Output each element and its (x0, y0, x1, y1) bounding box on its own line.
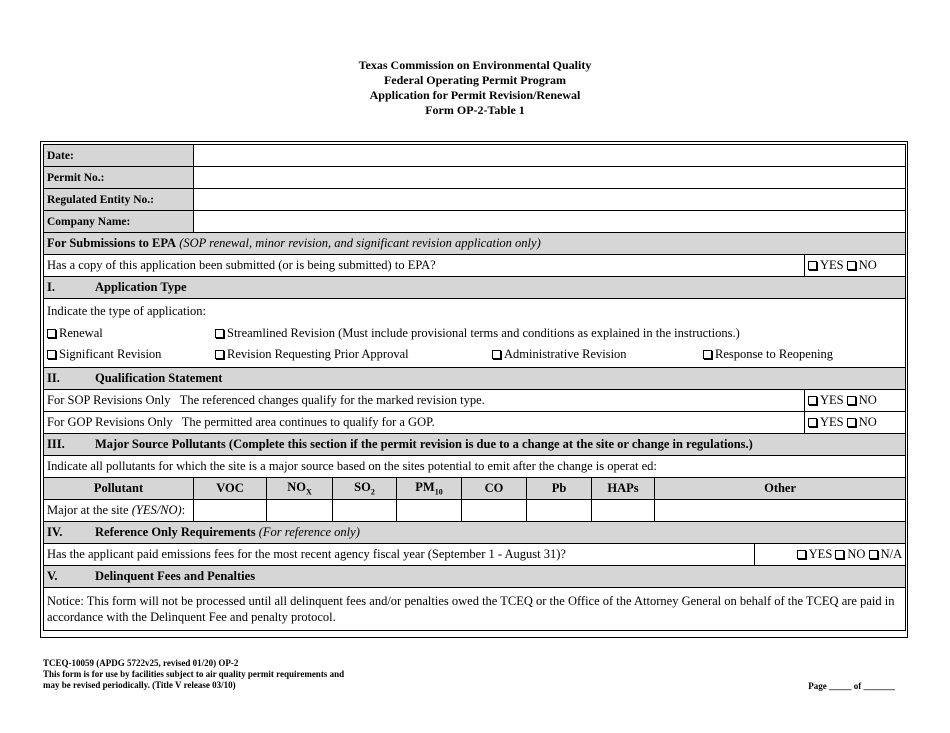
delinquent-notice: Notice: This form will not be processed until all delinquent fees and/or penalties owed the TCEQ or the Office of the Attorney General on behalf of the TCEQ are paid in accordance with the Delinquent Fee and penalty protocol. (44, 588, 906, 631)
streamlined-label: Streamlined Revision (Must include provisional terms and conditions as explained in the instructions.) (227, 325, 740, 340)
streamlined-option[interactable] (215, 323, 740, 345)
reopening-checkbox[interactable] (703, 350, 712, 359)
col-pollutant: Pollutant (44, 478, 194, 500)
section4-subtitle: (For reference only) (258, 525, 360, 539)
company-name-row (44, 211, 906, 233)
administrative-label: Administrative Revision (504, 346, 627, 361)
section1-prompt: Indicate the type of application: (47, 304, 206, 319)
reopening-option[interactable] (703, 344, 833, 366)
fees-yes-checkbox[interactable] (797, 550, 806, 559)
notice-row (44, 588, 906, 631)
voc-input[interactable] (194, 500, 267, 522)
col-voc: VOC (194, 478, 267, 500)
section5-title: Delinquent Fees and Penalties (95, 569, 256, 583)
header-form-id: Form OP-2-Table 1 (425, 103, 525, 117)
fees-no-label: NO (847, 547, 866, 561)
epa-yes-checkbox[interactable] (808, 261, 817, 270)
epa-section-header (44, 233, 906, 255)
gop-text: The permitted area continues to qualify for a GOP. (181, 415, 435, 429)
sop-no-checkbox[interactable] (847, 396, 856, 405)
section4-num: IV. (47, 525, 63, 539)
nox-input[interactable] (267, 500, 333, 522)
section2-num: II. (47, 371, 60, 385)
renewal-option[interactable] (47, 323, 103, 345)
section3-prompt-row (44, 456, 906, 478)
epa-no-checkbox[interactable] (847, 261, 856, 270)
section1-header (44, 277, 906, 299)
epa-question: Has a copy of this application been submitted (or is being submitted) to EPA? (44, 255, 805, 277)
sop-text: The referenced changes qualify for the marked revision type. (179, 393, 485, 407)
col-other: Other (655, 478, 906, 500)
regulated-entity-label: Regulated Entity No.: (44, 189, 194, 211)
significant-checkbox[interactable] (47, 350, 56, 359)
co-input[interactable] (462, 500, 527, 522)
footer-release-note: may be revised periodically. (Title V release 03/10) (43, 680, 236, 690)
section1-num: I. (47, 280, 55, 294)
footer-usage-note: This form is for use by facilities subject to air quality permit requirements and (43, 669, 345, 679)
major-site-label: Major at the site (YES/NO): (44, 500, 194, 522)
fees-no-checkbox[interactable] (835, 550, 844, 559)
regulated-entity-input[interactable] (194, 189, 906, 211)
col-nox: $NO_X$ (267, 478, 333, 500)
form-table (43, 144, 906, 631)
fees-na-label: N/A (880, 547, 903, 561)
major-site-row (44, 500, 906, 522)
company-name-input[interactable] (194, 211, 906, 233)
section3-title: Major Source Pollutants (Complete this section if the permit revision is due to a change at the site or change in regulations.) (95, 437, 753, 451)
section1-body (44, 299, 906, 368)
section4-title: Reference Only Requirements (95, 525, 256, 539)
date-row (44, 145, 906, 167)
epa-title: For Submissions to EPA (47, 236, 177, 250)
sop-yes-label: YES (820, 393, 844, 407)
renewal-checkbox[interactable] (47, 329, 56, 338)
pb-input[interactable] (527, 500, 592, 522)
significant-label: Significant Revision (59, 346, 162, 361)
gop-no-checkbox[interactable] (847, 418, 856, 427)
pm10-input[interactable] (397, 500, 462, 522)
administrative-checkbox[interactable] (492, 350, 501, 359)
header-application: Application for Permit Revision/Renewal (369, 88, 581, 102)
pollutant-header-row (44, 478, 906, 500)
gop-no-label: NO (858, 415, 877, 429)
col-haps: HAPs (592, 478, 655, 500)
fees-yes-label: YES (808, 547, 833, 561)
section5-header (44, 566, 906, 588)
date-label: Date: (44, 145, 194, 167)
section5-num: V. (47, 569, 58, 583)
epa-question-row (44, 255, 906, 277)
section3-prompt: Indicate all pollutants for which the site is a major source based on the sites potential to emit after the change is operat ed: (44, 456, 906, 478)
gop-label: For GOP Revisions Only (47, 415, 173, 429)
prior-approval-checkbox[interactable] (215, 350, 224, 359)
permit-no-row (44, 167, 906, 189)
renewal-label: Renewal (59, 325, 103, 340)
header-program: Federal Operating Permit Program (383, 73, 567, 87)
sop-label: For SOP Revisions Only (47, 393, 171, 407)
epa-subtitle: (SOP renewal, minor revision, and significant revision application only) (179, 236, 541, 250)
sop-no-label: NO (858, 393, 877, 407)
page-number: Page _____ of _______ (808, 681, 895, 691)
prior-approval-option[interactable] (215, 344, 409, 366)
fees-question: Has the applicant paid emissions fees for the most recent agency fiscal year (September 1 - August 31)? (44, 544, 755, 566)
section2-header (44, 368, 906, 390)
fees-yes-no-na (755, 544, 906, 566)
section4-header (44, 522, 906, 544)
col-pm10: $PM_{10}$ (397, 478, 462, 500)
sop-row (44, 390, 906, 412)
gop-yes-label: YES (820, 415, 844, 429)
col-pb: Pb (527, 478, 592, 500)
footer (43, 658, 344, 691)
regulated-entity-row (44, 189, 906, 211)
gop-yes-no (805, 412, 906, 434)
epa-no-label: NO (858, 258, 877, 272)
haps-input[interactable] (592, 500, 655, 522)
epa-yes-label: YES (820, 258, 844, 272)
reopening-label: Response to Reopening (715, 346, 834, 361)
date-input[interactable] (194, 145, 906, 167)
sop-yes-no (805, 390, 906, 412)
gop-row (44, 412, 906, 434)
permit-no-input[interactable] (194, 167, 906, 189)
other-input[interactable] (655, 500, 906, 522)
sop-yes-checkbox[interactable] (808, 396, 817, 405)
form-header (0, 58, 950, 118)
section2-title: Qualification Statement (95, 371, 223, 385)
section3-header (44, 434, 906, 456)
section1-title: Application Type (95, 280, 187, 294)
section3-num: III. (47, 437, 65, 451)
so2-input[interactable] (333, 500, 397, 522)
fees-row (44, 544, 906, 566)
streamlined-checkbox[interactable] (215, 329, 224, 338)
prior-approval-label: Revision Requesting Prior Approval (227, 346, 409, 361)
company-name-label: Company Name: (44, 211, 194, 233)
fees-na-checkbox[interactable] (869, 550, 878, 559)
significant-option[interactable] (47, 344, 161, 366)
epa-yes-no (805, 255, 906, 277)
gop-yes-checkbox[interactable] (808, 418, 817, 427)
administrative-option[interactable] (492, 344, 627, 366)
permit-no-label: Permit No.: (44, 167, 194, 189)
col-co: CO (462, 478, 527, 500)
footer-form-id: TCEQ-10059 (APDG 5722v25, revised 01/20) OP-2 (43, 658, 239, 668)
header-agency: Texas Commission on Environmental Quality (358, 58, 592, 72)
col-so2: $SO_2$ (333, 478, 397, 500)
